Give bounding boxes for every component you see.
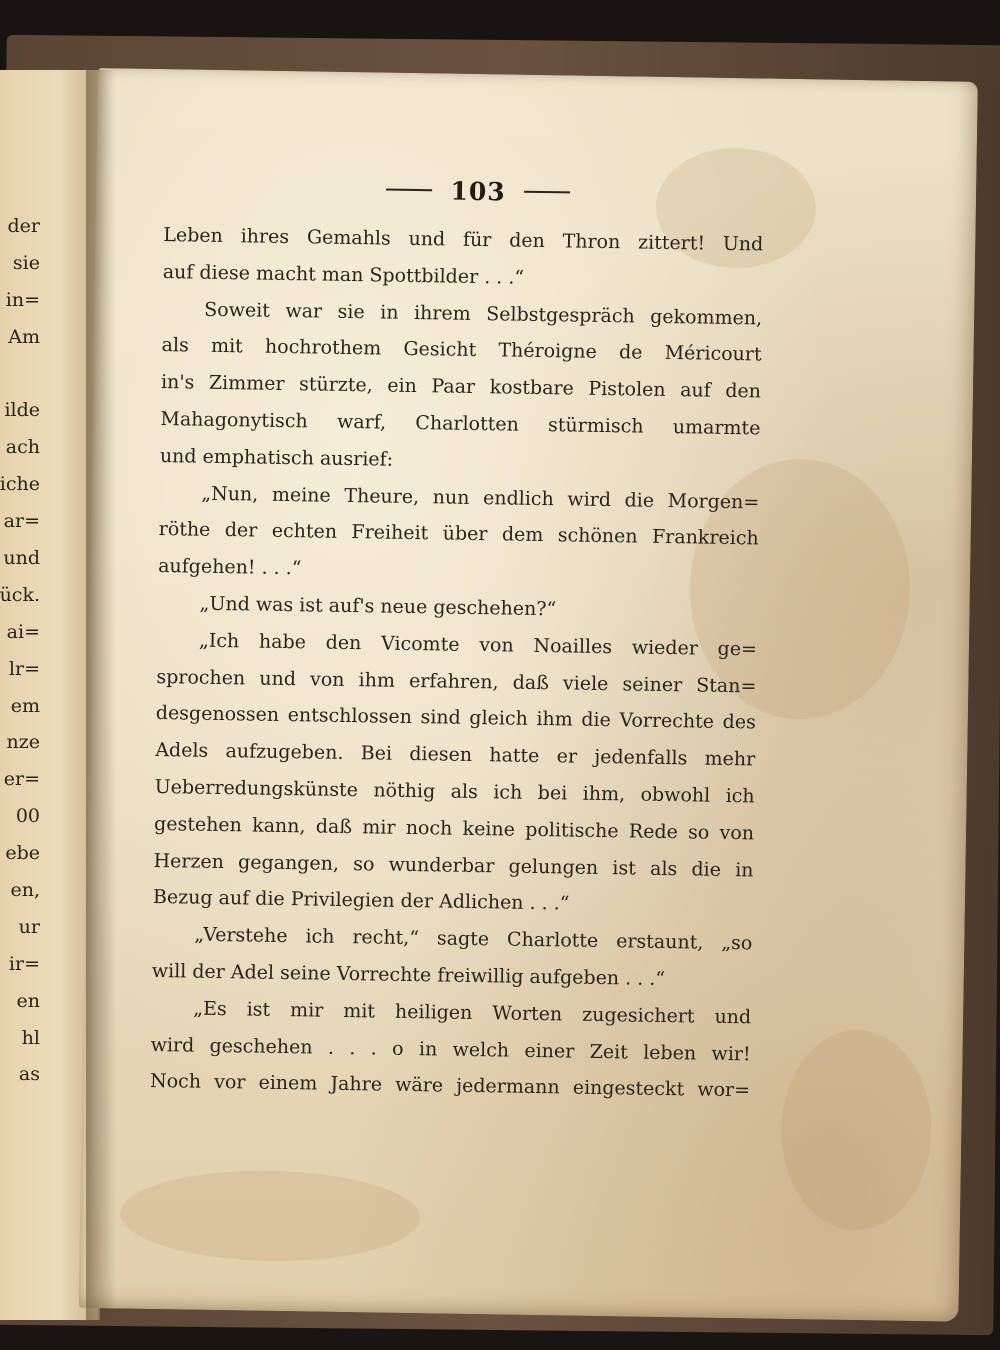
text-line: sprochen und von ihm erfahren, daß viele seiner Stan= bbox=[156, 665, 757, 697]
left-page-fragment: as bbox=[18, 1063, 40, 1086]
paper-stain bbox=[119, 1168, 420, 1263]
left-page-fragment: en bbox=[16, 989, 40, 1012]
text-line: Herzen gegangen, so wunderbar gelungen ist als die in bbox=[153, 849, 754, 881]
text-line: aufgehen! . . .“ bbox=[158, 555, 302, 580]
text-line: desgenossen entschlossen sind gleich ihm die Vorrechte des bbox=[155, 702, 756, 734]
header-rule-right bbox=[524, 191, 570, 194]
text-line: Leben ihres Gemahls und für den Thron zittert! Und bbox=[163, 224, 764, 256]
left-page-fragment: sie bbox=[12, 251, 40, 274]
left-page-fragment: em bbox=[10, 694, 40, 717]
text-line: auf diese macht man Spottbilder . . .“ bbox=[162, 260, 525, 289]
left-page-fragment: ar= bbox=[3, 510, 40, 533]
text-line: röthe der echten Freiheit über dem schönen Frankreich bbox=[158, 518, 759, 550]
text-line: gestehen kann, daß mir noch keine politische Rede so von bbox=[153, 812, 755, 845]
page-header bbox=[368, 174, 588, 207]
left-page-fragment: iche bbox=[0, 473, 40, 496]
left-page-fragment: in= bbox=[5, 288, 40, 311]
text-line: Bezug auf die Privilegien der Adlichen . . .“ bbox=[152, 886, 570, 915]
text-line: „Und was ist auf's neue geschehen?“ bbox=[199, 592, 557, 621]
text-line: „Es ist mir mit heiligen Worten zugesichert und bbox=[193, 997, 752, 1029]
text-line: will der Adel seine Vorrechte freiwillig aufgeben . . .“ bbox=[151, 959, 666, 990]
text-line: und emphatisch ausrief: bbox=[159, 444, 394, 471]
left-page-fragment: hl bbox=[21, 1026, 40, 1049]
left-page-fragment: lr= bbox=[8, 657, 40, 680]
left-page-fragment: ai= bbox=[6, 620, 40, 643]
left-page-fragment: und bbox=[3, 547, 40, 570]
right-page bbox=[79, 68, 978, 1322]
left-page-fragment: ück. bbox=[0, 583, 40, 606]
text-line: „Nun, meine Theure, nun endlich wird die Morgen= bbox=[201, 482, 760, 514]
page-number: 103 bbox=[450, 176, 506, 206]
left-page-fragment: ach bbox=[5, 436, 40, 459]
text-line: „Ich habe den Vicomte von Noailles wieder ge= bbox=[198, 629, 758, 661]
left-page-fragment bbox=[0, 356, 40, 393]
text-line: wird geschehen . . . o in welch einer Zeit leben wir! bbox=[150, 1033, 751, 1065]
left-page-fragment: en, bbox=[10, 879, 40, 902]
text-line: Ueberredungskünste nöthig als ich bei ihm, obwohl ich bbox=[154, 775, 755, 808]
left-page-fragment: er= bbox=[3, 768, 40, 791]
text-line: in's Zimmer stürzte, ein Paar kostbare Pistolen auf den bbox=[160, 371, 762, 403]
text-line: als mit hochrothem Gesicht Théroigne de Méricourt bbox=[161, 334, 762, 366]
left-page-fragment: ur bbox=[18, 915, 40, 938]
text-line: Adels aufzugeben. Bei diesen hatte er jedenfalls mehr bbox=[155, 739, 756, 771]
left-page-fragment: ilde bbox=[4, 399, 40, 422]
left-page-fragment: ir= bbox=[8, 952, 40, 975]
left-page-fragment: 00 bbox=[15, 805, 40, 828]
header-rule-left bbox=[386, 189, 432, 192]
paper-stain bbox=[780, 1029, 933, 1231]
left-page-fragment: nze bbox=[6, 731, 40, 754]
text-line: Noch vor einem Jahre wäre jedermann eingesteckt wor= bbox=[149, 1070, 751, 1102]
gutter-shadow bbox=[86, 70, 116, 1320]
text-line: Soweit war sie in ihrem Selbstgespräch gekommen, bbox=[204, 298, 763, 330]
body-text bbox=[150, 217, 764, 1109]
left-page-fragment: Am bbox=[8, 325, 40, 348]
left-page-line-ends bbox=[0, 208, 40, 1093]
left-page-fragment: ebe bbox=[5, 842, 40, 865]
text-line: Mahagonytisch warf, Charlotten stürmisch umarmte bbox=[160, 408, 761, 440]
text-line: „Verstehe ich recht,“ sagte Charlotte erstaunt, „so bbox=[194, 923, 753, 955]
left-page-fragment: der bbox=[7, 215, 40, 237]
